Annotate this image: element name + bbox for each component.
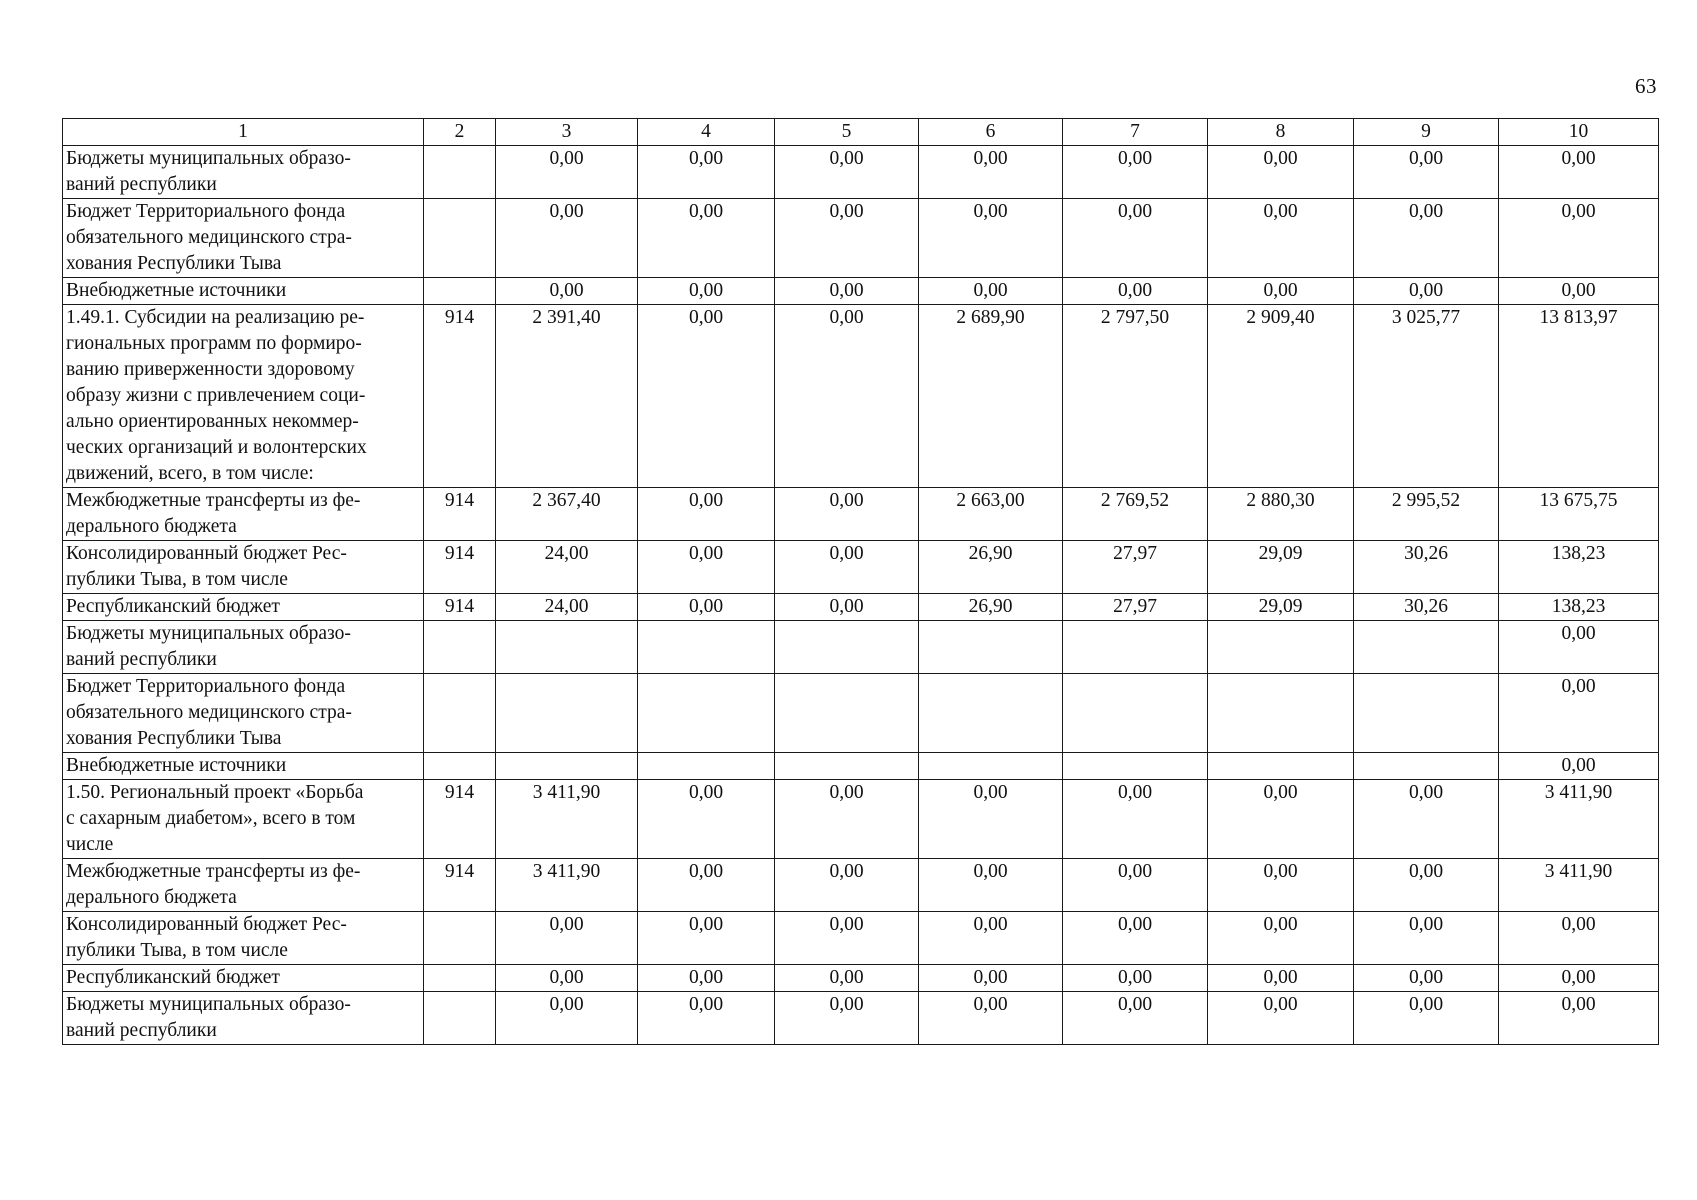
value-cell: 0,00 bbox=[775, 305, 919, 488]
column-header: 8 bbox=[1208, 119, 1354, 146]
value-cell bbox=[1354, 674, 1499, 753]
row-name-line: движений, всего, в том числе: bbox=[66, 463, 314, 484]
value-cell: 0,00 bbox=[1063, 859, 1208, 912]
column-header: 5 bbox=[775, 119, 919, 146]
code-cell bbox=[424, 621, 496, 674]
code-cell bbox=[424, 278, 496, 305]
row-name-line: гиональных программ по формиро- bbox=[66, 333, 362, 354]
value-cell bbox=[496, 674, 638, 753]
value-cell: 0,00 bbox=[1499, 278, 1659, 305]
code-cell: 914 bbox=[424, 859, 496, 912]
row-name-line: числе bbox=[66, 834, 114, 855]
value-cell: 13 813,97 bbox=[1499, 305, 1659, 488]
row-name-line: ваний республики bbox=[66, 174, 217, 195]
value-cell: 0,00 bbox=[1208, 912, 1354, 965]
row-name-line: ваний республики bbox=[66, 649, 217, 670]
row-name-line: Республиканский бюджет bbox=[66, 596, 280, 617]
value-cell: 0,00 bbox=[1063, 199, 1208, 278]
table-body bbox=[63, 146, 1659, 1045]
value-cell: 0,00 bbox=[1499, 753, 1659, 780]
row-name-cell bbox=[63, 621, 424, 674]
value-cell: 0,00 bbox=[638, 488, 775, 541]
code-cell bbox=[424, 992, 496, 1045]
row-name-cell bbox=[63, 541, 424, 594]
table-row bbox=[63, 278, 1659, 305]
value-cell: 0,00 bbox=[775, 199, 919, 278]
row-name-cell bbox=[63, 674, 424, 753]
row-name-line: Межбюджетные трансферты из фе- bbox=[66, 490, 361, 511]
value-cell: 0,00 bbox=[775, 488, 919, 541]
row-name-line: ванию приверженности здоровому bbox=[66, 359, 355, 380]
value-cell: 2 769,52 bbox=[1063, 488, 1208, 541]
row-name-cell bbox=[63, 594, 424, 621]
value-cell: 3 411,90 bbox=[1499, 780, 1659, 859]
row-name-line: Бюджеты муниципальных образо- bbox=[66, 623, 351, 644]
table-row bbox=[63, 965, 1659, 992]
value-cell: 0,00 bbox=[1499, 965, 1659, 992]
value-cell bbox=[1208, 621, 1354, 674]
row-name-line: Внебюджетные источники bbox=[66, 755, 287, 776]
value-cell: 2 909,40 bbox=[1208, 305, 1354, 488]
value-cell: 0,00 bbox=[1208, 965, 1354, 992]
row-name-cell bbox=[63, 992, 424, 1045]
value-cell bbox=[1354, 621, 1499, 674]
table-row bbox=[63, 674, 1659, 753]
value-cell: 0,00 bbox=[775, 780, 919, 859]
code-cell: 914 bbox=[424, 780, 496, 859]
value-cell: 13 675,75 bbox=[1499, 488, 1659, 541]
row-name-cell bbox=[63, 146, 424, 199]
value-cell: 0,00 bbox=[1354, 146, 1499, 199]
table-row bbox=[63, 621, 1659, 674]
code-cell bbox=[424, 753, 496, 780]
table-row bbox=[63, 859, 1659, 912]
value-cell: 0,00 bbox=[775, 278, 919, 305]
column-header: 9 bbox=[1354, 119, 1499, 146]
value-cell: 0,00 bbox=[496, 199, 638, 278]
row-name-cell bbox=[63, 965, 424, 992]
value-cell: 138,23 bbox=[1499, 541, 1659, 594]
column-header: 6 bbox=[919, 119, 1063, 146]
value-cell: 138,23 bbox=[1499, 594, 1659, 621]
value-cell: 30,26 bbox=[1354, 541, 1499, 594]
value-cell bbox=[1208, 753, 1354, 780]
table-row bbox=[63, 912, 1659, 965]
row-name-line: Бюджеты муниципальных образо- bbox=[66, 994, 351, 1015]
value-cell: 3 411,90 bbox=[496, 859, 638, 912]
value-cell: 26,90 bbox=[919, 594, 1063, 621]
value-cell: 0,00 bbox=[1354, 199, 1499, 278]
page-number: 63 bbox=[1635, 74, 1657, 98]
value-cell bbox=[1063, 621, 1208, 674]
row-name-line: обязательного медицинского стра- bbox=[66, 227, 352, 248]
value-cell: 0,00 bbox=[638, 780, 775, 859]
value-cell bbox=[638, 753, 775, 780]
value-cell: 0,00 bbox=[638, 992, 775, 1045]
value-cell: 0,00 bbox=[496, 278, 638, 305]
value-cell bbox=[1063, 674, 1208, 753]
row-name-line: хования Республики Тыва bbox=[66, 728, 282, 749]
value-cell: 0,00 bbox=[1499, 146, 1659, 199]
value-cell bbox=[1208, 674, 1354, 753]
value-cell bbox=[496, 621, 638, 674]
value-cell: 0,00 bbox=[919, 199, 1063, 278]
value-cell bbox=[775, 621, 919, 674]
row-name-line: Бюджет Территориального фонда bbox=[66, 201, 346, 222]
row-name-line: Консолидированный бюджет Рес- bbox=[66, 543, 347, 564]
value-cell: 0,00 bbox=[638, 146, 775, 199]
value-cell bbox=[775, 674, 919, 753]
code-cell bbox=[424, 199, 496, 278]
table-row bbox=[63, 488, 1659, 541]
value-cell: 2 367,40 bbox=[496, 488, 638, 541]
row-name-line: образу жизни с привлечением соци- bbox=[66, 385, 366, 406]
value-cell bbox=[919, 674, 1063, 753]
row-name-line: ально ориентированных некоммер- bbox=[66, 411, 359, 432]
value-cell: 0,00 bbox=[775, 859, 919, 912]
table-row bbox=[63, 199, 1659, 278]
value-cell: 0,00 bbox=[1208, 146, 1354, 199]
value-cell: 0,00 bbox=[775, 912, 919, 965]
value-cell: 0,00 bbox=[1063, 912, 1208, 965]
value-cell: 29,09 bbox=[1208, 594, 1354, 621]
table-row bbox=[63, 594, 1659, 621]
code-cell: 914 bbox=[424, 541, 496, 594]
row-name-line: Межбюджетные трансферты из фе- bbox=[66, 861, 361, 882]
value-cell: 0,00 bbox=[1063, 992, 1208, 1045]
value-cell: 0,00 bbox=[775, 992, 919, 1045]
value-cell: 0,00 bbox=[1499, 674, 1659, 753]
value-cell: 2 995,52 bbox=[1354, 488, 1499, 541]
row-name-cell bbox=[63, 859, 424, 912]
value-cell: 0,00 bbox=[1063, 146, 1208, 199]
value-cell bbox=[1063, 753, 1208, 780]
value-cell: 0,00 bbox=[1499, 621, 1659, 674]
value-cell: 0,00 bbox=[1354, 859, 1499, 912]
header-row bbox=[63, 119, 1659, 146]
value-cell: 0,00 bbox=[638, 912, 775, 965]
value-cell: 26,90 bbox=[919, 541, 1063, 594]
value-cell: 0,00 bbox=[496, 965, 638, 992]
column-header: 4 bbox=[638, 119, 775, 146]
code-cell bbox=[424, 965, 496, 992]
row-name-line: дерального бюджета bbox=[66, 887, 237, 908]
row-name-line: Бюджет Территориального фонда bbox=[66, 676, 346, 697]
value-cell: 0,00 bbox=[1063, 278, 1208, 305]
value-cell bbox=[496, 753, 638, 780]
value-cell: 0,00 bbox=[1499, 912, 1659, 965]
row-name-line: 1.49.1. Субсидии на реализацию ре- bbox=[66, 307, 365, 328]
value-cell bbox=[1354, 753, 1499, 780]
value-cell: 0,00 bbox=[1354, 965, 1499, 992]
value-cell: 0,00 bbox=[775, 594, 919, 621]
row-name-line: публики Тыва, в том числе bbox=[66, 569, 288, 590]
column-header: 1 bbox=[63, 119, 424, 146]
row-name-line: публики Тыва, в том числе bbox=[66, 940, 288, 961]
row-name-cell bbox=[63, 912, 424, 965]
code-cell bbox=[424, 912, 496, 965]
table-row bbox=[63, 780, 1659, 859]
row-name-line: дерального бюджета bbox=[66, 516, 237, 537]
value-cell: 0,00 bbox=[638, 278, 775, 305]
value-cell: 0,00 bbox=[775, 146, 919, 199]
row-name-line: хования Республики Тыва bbox=[66, 253, 282, 274]
row-name-cell bbox=[63, 488, 424, 541]
value-cell: 0,00 bbox=[496, 146, 638, 199]
row-name-cell bbox=[63, 753, 424, 780]
value-cell: 0,00 bbox=[1208, 992, 1354, 1045]
value-cell: 0,00 bbox=[638, 965, 775, 992]
code-cell: 914 bbox=[424, 305, 496, 488]
value-cell: 0,00 bbox=[1499, 199, 1659, 278]
value-cell: 0,00 bbox=[919, 278, 1063, 305]
value-cell: 0,00 bbox=[775, 541, 919, 594]
value-cell bbox=[919, 753, 1063, 780]
value-cell: 0,00 bbox=[1063, 780, 1208, 859]
value-cell: 0,00 bbox=[638, 305, 775, 488]
row-name-cell bbox=[63, 780, 424, 859]
value-cell: 0,00 bbox=[638, 541, 775, 594]
value-cell bbox=[638, 621, 775, 674]
value-cell: 0,00 bbox=[638, 594, 775, 621]
row-name-line: с сахарным диабетом», всего в том bbox=[66, 808, 356, 829]
value-cell: 0,00 bbox=[919, 146, 1063, 199]
budget-table bbox=[62, 118, 1659, 1045]
code-cell bbox=[424, 674, 496, 753]
code-cell: 914 bbox=[424, 488, 496, 541]
value-cell: 0,00 bbox=[1208, 278, 1354, 305]
value-cell: 27,97 bbox=[1063, 594, 1208, 621]
table-row bbox=[63, 753, 1659, 780]
value-cell: 0,00 bbox=[919, 965, 1063, 992]
value-cell: 0,00 bbox=[496, 992, 638, 1045]
value-cell: 29,09 bbox=[1208, 541, 1354, 594]
value-cell: 0,00 bbox=[638, 859, 775, 912]
value-cell: 2 391,40 bbox=[496, 305, 638, 488]
value-cell: 0,00 bbox=[919, 859, 1063, 912]
value-cell: 0,00 bbox=[1354, 780, 1499, 859]
table-row bbox=[63, 992, 1659, 1045]
value-cell: 24,00 bbox=[496, 541, 638, 594]
value-cell bbox=[775, 753, 919, 780]
row-name-cell bbox=[63, 278, 424, 305]
value-cell: 0,00 bbox=[919, 992, 1063, 1045]
row-name-line: 1.50. Региональный проект «Борьба bbox=[66, 782, 364, 803]
row-name-line: ческих организаций и волонтерских bbox=[66, 437, 367, 458]
table-row bbox=[63, 146, 1659, 199]
value-cell: 27,97 bbox=[1063, 541, 1208, 594]
row-name-line: Республиканский бюджет bbox=[66, 967, 280, 988]
value-cell: 3 025,77 bbox=[1354, 305, 1499, 488]
value-cell: 0,00 bbox=[1063, 965, 1208, 992]
row-name-line: Внебюджетные источники bbox=[66, 280, 287, 301]
value-cell: 24,00 bbox=[496, 594, 638, 621]
row-name-line: ваний республики bbox=[66, 1020, 217, 1041]
row-name-line: Бюджеты муниципальных образо- bbox=[66, 148, 351, 169]
value-cell: 0,00 bbox=[638, 199, 775, 278]
value-cell: 0,00 bbox=[1208, 859, 1354, 912]
value-cell: 0,00 bbox=[1208, 780, 1354, 859]
code-cell: 914 bbox=[424, 594, 496, 621]
value-cell: 0,00 bbox=[1208, 199, 1354, 278]
row-name-line: Консолидированный бюджет Рес- bbox=[66, 914, 347, 935]
value-cell: 2 689,90 bbox=[919, 305, 1063, 488]
value-cell bbox=[919, 621, 1063, 674]
column-header: 7 bbox=[1063, 119, 1208, 146]
value-cell: 2 663,00 bbox=[919, 488, 1063, 541]
column-header: 3 bbox=[496, 119, 638, 146]
value-cell: 0,00 bbox=[496, 912, 638, 965]
row-name-cell bbox=[63, 199, 424, 278]
row-name-cell bbox=[63, 305, 424, 488]
value-cell: 0,00 bbox=[919, 912, 1063, 965]
value-cell: 3 411,90 bbox=[496, 780, 638, 859]
row-name-line: обязательного медицинского стра- bbox=[66, 702, 352, 723]
code-cell bbox=[424, 146, 496, 199]
value-cell: 3 411,90 bbox=[1499, 859, 1659, 912]
value-cell: 0,00 bbox=[1354, 992, 1499, 1045]
value-cell: 0,00 bbox=[919, 780, 1063, 859]
column-header: 2 bbox=[424, 119, 496, 146]
value-cell: 0,00 bbox=[1499, 992, 1659, 1045]
value-cell: 2 797,50 bbox=[1063, 305, 1208, 488]
value-cell: 0,00 bbox=[1354, 912, 1499, 965]
value-cell: 0,00 bbox=[775, 965, 919, 992]
value-cell bbox=[638, 674, 775, 753]
table-row bbox=[63, 305, 1659, 488]
column-header: 10 bbox=[1499, 119, 1659, 146]
value-cell: 0,00 bbox=[1354, 278, 1499, 305]
value-cell: 2 880,30 bbox=[1208, 488, 1354, 541]
table-row bbox=[63, 541, 1659, 594]
value-cell: 30,26 bbox=[1354, 594, 1499, 621]
